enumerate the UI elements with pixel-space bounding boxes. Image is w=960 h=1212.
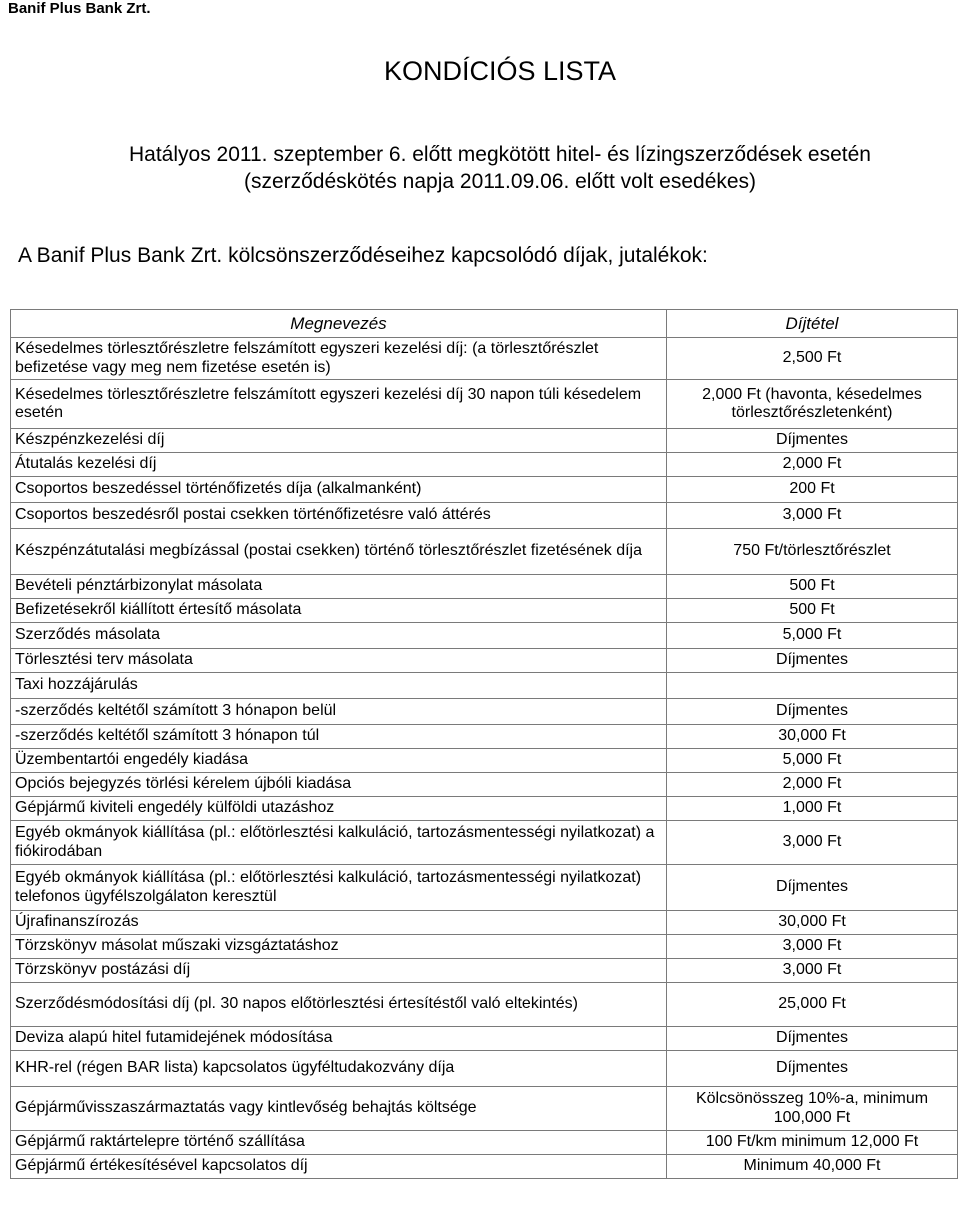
fee-value: 100 Ft/km minimum 12,000 Ft: [667, 1131, 958, 1155]
table-row: [11, 911, 958, 935]
table-row: [11, 429, 958, 453]
fee-value: [667, 673, 958, 699]
table-row: [11, 749, 958, 773]
fee-name: Átutalás kezelési díj: [11, 453, 667, 477]
fee-name: Készpénzátutalási megbízással (postai csekken) történő törlesztőrészlet fizetésének díja: [11, 529, 667, 575]
fee-value: 30,000 Ft: [667, 911, 958, 935]
fee-name: Opciós bejegyzés törlési kérelem újbóli kiadása: [11, 773, 667, 797]
table-row: [11, 649, 958, 673]
table-row: [11, 935, 958, 959]
fee-table: [10, 309, 958, 1179]
fee-name: Törzskönyv másolat műszaki vizsgáztatáshoz: [11, 935, 667, 959]
table-row: [11, 575, 958, 599]
fee-name: Bevételi pénztárbizonylat másolata: [11, 575, 667, 599]
fee-value: 200 Ft: [667, 477, 958, 503]
fee-value: 5,000 Ft: [667, 623, 958, 649]
table-row: [11, 599, 958, 623]
fee-name: Törzskönyv postázási díj: [11, 959, 667, 983]
fee-value: Díjmentes: [667, 1027, 958, 1051]
fee-value: 2,500 Ft: [667, 338, 958, 380]
fee-value: 750 Ft/törlesztőrészlet: [667, 529, 958, 575]
fee-value: Díjmentes: [667, 429, 958, 453]
fee-name: Törlesztési terv másolata: [11, 649, 667, 673]
fee-name: Egyéb okmányok kiállítása (pl.: előtörlesztési kalkuláció, tartozásmentességi nyilatkozat) telefonos ügyfélszolgálaton keresztül: [11, 865, 667, 911]
fee-name: Befizetésekről kiállított értesítő másolata: [11, 599, 667, 623]
table-row: [11, 1087, 958, 1131]
table-row: [11, 821, 958, 865]
fee-name: Gépjármű értékesítésével kapcsolatos díj: [11, 1155, 667, 1179]
fee-name: Késedelmes törlesztőrészletre felszámított egyszeri kezelési díj 30 napon túli késedelem esetén: [11, 380, 667, 429]
fee-name: Deviza alapú hitel futamidejének módosítása: [11, 1027, 667, 1051]
table-row: [11, 959, 958, 983]
table-row: [11, 529, 958, 575]
table-row: [11, 623, 958, 649]
fee-value: Díjmentes: [667, 699, 958, 725]
subtitle-line-1: Hatályos 2011. szeptember 6. előtt megkötött hitel- és lízingszerződések esetén: [128, 143, 871, 166]
fee-name: Csoportos beszedéssel történőfizetés díja (alkalmanként): [11, 477, 667, 503]
fee-value: Díjmentes: [667, 1051, 958, 1087]
fee-value: Kölcsönösszeg 10%-a, minimum 100,000 Ft: [667, 1087, 958, 1131]
fee-value: 3,000 Ft: [667, 959, 958, 983]
fee-value: Díjmentes: [667, 649, 958, 673]
fee-name: Gépjármű raktártelepre történő szállítása: [11, 1131, 667, 1155]
fee-name: Üzembentartói engedély kiadása: [11, 749, 667, 773]
table-row: [11, 453, 958, 477]
subtitle-line-2: (szerződéskötés napja 2011.09.06. előtt volt esedékes): [243, 170, 757, 193]
fee-value: 500 Ft: [667, 575, 958, 599]
fee-name: -szerződés keltétől számított 3 hónapon túl: [11, 725, 667, 749]
fee-value: 1,000 Ft: [667, 797, 958, 821]
table-row: [11, 338, 958, 380]
fee-name: Szerződésmódosítási díj (pl. 30 napos előtörlesztési értesítéstől való eltekintés): [11, 983, 667, 1027]
table-row: [11, 380, 958, 429]
table-row: [11, 773, 958, 797]
page-title: KONDÍCIÓS LISTA: [383, 56, 617, 86]
table-row: [11, 699, 958, 725]
table-row: [11, 1027, 958, 1051]
column-header-fee: Díjtétel: [667, 310, 958, 338]
fee-name: KHR-rel (régen BAR lista) kapcsolatos ügyféltudakozvány díja: [11, 1051, 667, 1087]
table-row: [11, 1131, 958, 1155]
table-row: [11, 983, 958, 1027]
fee-value: 3,000 Ft: [667, 935, 958, 959]
fee-value: 30,000 Ft: [667, 725, 958, 749]
fee-value: Díjmentes: [667, 865, 958, 911]
fee-name: Egyéb okmányok kiállítása (pl.: előtörlesztési kalkuláció, tartozásmentességi nyilatkozat) a fiókirodában: [11, 821, 667, 865]
table-row: [11, 797, 958, 821]
fee-name: Szerződés másolata: [11, 623, 667, 649]
fee-name: Gépjármű kiviteli engedély külföldi utazáshoz: [11, 797, 667, 821]
fee-table-body: [11, 338, 958, 1179]
fee-value: Minimum 40,000 Ft: [667, 1155, 958, 1179]
fee-value: 3,000 Ft: [667, 503, 958, 529]
fee-value: 5,000 Ft: [667, 749, 958, 773]
fee-value: 3,000 Ft: [667, 821, 958, 865]
table-row: [11, 1051, 958, 1087]
fee-value: 2,000 Ft (havonta, késedelmes törlesztőrészletenként): [667, 380, 958, 429]
table-row: [11, 725, 958, 749]
table-row: [11, 673, 958, 699]
fee-value: 25,000 Ft: [667, 983, 958, 1027]
column-header-name: Megnevezés: [11, 310, 667, 338]
section-heading: A Banif Plus Bank Zrt. kölcsönszerződéseihez kapcsolódó díjak, jutalékok:: [18, 244, 708, 267]
fee-name: Gépjárművisszaszármaztatás vagy kintlevőség behajtás költsége: [11, 1087, 667, 1131]
table-row: [11, 477, 958, 503]
table-row: [11, 503, 958, 529]
fee-name: Újrafinanszírozás: [11, 911, 667, 935]
fee-name: Taxi hozzájárulás: [11, 673, 667, 699]
table-row: [11, 1155, 958, 1179]
table-header-row: [11, 310, 958, 338]
fee-value: 500 Ft: [667, 599, 958, 623]
fee-name: -szerződés keltétől számított 3 hónapon belül: [11, 699, 667, 725]
fee-name: Készpénzkezelési díj: [11, 429, 667, 453]
fee-name: Csoportos beszedésről postai csekken történőfizetésre való áttérés: [11, 503, 667, 529]
bank-name: Banif Plus Bank Zrt.: [8, 0, 151, 17]
fee-value: 2,000 Ft: [667, 453, 958, 477]
fee-value: 2,000 Ft: [667, 773, 958, 797]
table-row: [11, 865, 958, 911]
fee-name: Késedelmes törlesztőrészletre felszámított egyszeri kezelési díj: (a törlesztőrészlet befizetése vagy meg nem fizetése esetén is): [11, 338, 667, 380]
